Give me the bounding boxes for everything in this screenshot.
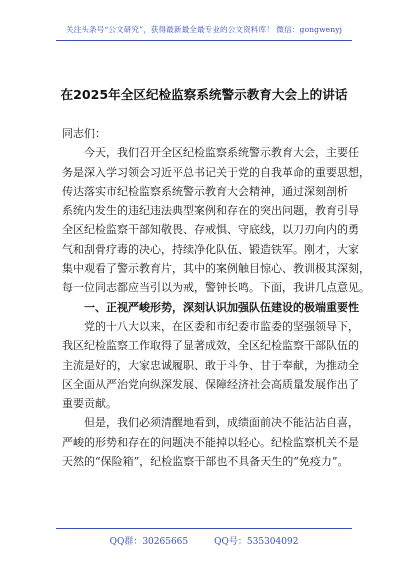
paragraph-line: 每一位同志都应当引以为戒，警钟长鸣。下面，我讲几点意见。 — [62, 281, 370, 295]
paragraph-line: 我区纪检监察工作取得了显著成效，全区纪检监察干部队伍的 — [62, 339, 359, 353]
paragraph-line: 党的十八大以来，在区委和市纪委市监委的坚强领导下， — [84, 319, 359, 333]
section-heading-1: 一、正视严峻形势，深刻认识加强队伍建设的极端重要性 — [84, 300, 359, 314]
paragraph-line: 重要贡献。 — [62, 397, 117, 411]
paragraph-line: 务是深入学习领会习近平总书记关于党的自我革命的重要思想， — [62, 165, 370, 179]
paragraph-line: 今天，我们召开全区纪检监察系统警示教育大会，主要任 — [84, 146, 359, 160]
paragraph-achievements — [62, 317, 358, 413]
paragraph-line: 区全面从严治党向纵深发展、保障经济社会高质量发展作出了 — [62, 377, 359, 391]
document-title: 在2025年全区纪检监察系统警示教育大会上的讲话 — [60, 87, 348, 102]
paragraph-line: 主流是好的，大家忠诚履职、敢于斗争、甘于奉献，为推动全 — [62, 358, 359, 372]
paragraph-line: 传达落实市纪检监察系统警示教育大会精神，通过深刻剖析 — [62, 184, 348, 198]
paragraph-line: 天然的“保险箱”，纪检监察干部也不具备天生的“免疫力”。 — [62, 455, 349, 469]
paragraph-intro — [62, 143, 370, 297]
header-divider — [56, 40, 352, 41]
footer-qq-group: QQ群：30265665 — [109, 537, 189, 547]
salutation: 同志们： — [62, 127, 106, 140]
footer-contact — [0, 534, 408, 547]
header-banner: 关注头条号“公文研究”，获得最新最全最专业的公文资料库！ 微信：gongwenyj — [65, 25, 343, 34]
document-body — [62, 124, 370, 471]
paragraph-line: 严峻的形势和存在的问题决不能掉以轻心。纪检监察机关不是 — [62, 435, 359, 449]
paragraph-line: 气和刮骨疗毒的决心，持续净化队伍、锻造铁军。刚才，大家 — [62, 242, 359, 256]
paragraph-line: 全区纪检监察干部知敬畏、存戒惧、守底线，以刀刃向内的勇 — [62, 223, 359, 237]
paragraph-warning — [62, 413, 358, 471]
paragraph-line: 集中观看了警示教育片，其中的案例触目惊心、教训极其深刻， — [62, 262, 370, 276]
paragraph-line: 系统内发生的违纪违法典型案例和存在的突出问题，教育引导 — [62, 204, 359, 218]
footer-qq-number: QQ号：535304092 — [214, 537, 299, 547]
paragraph-line: 但是，我们必须清醒地看到，成绩面前决不能沾沾自喜， — [84, 416, 359, 430]
footer-divider — [56, 528, 352, 529]
